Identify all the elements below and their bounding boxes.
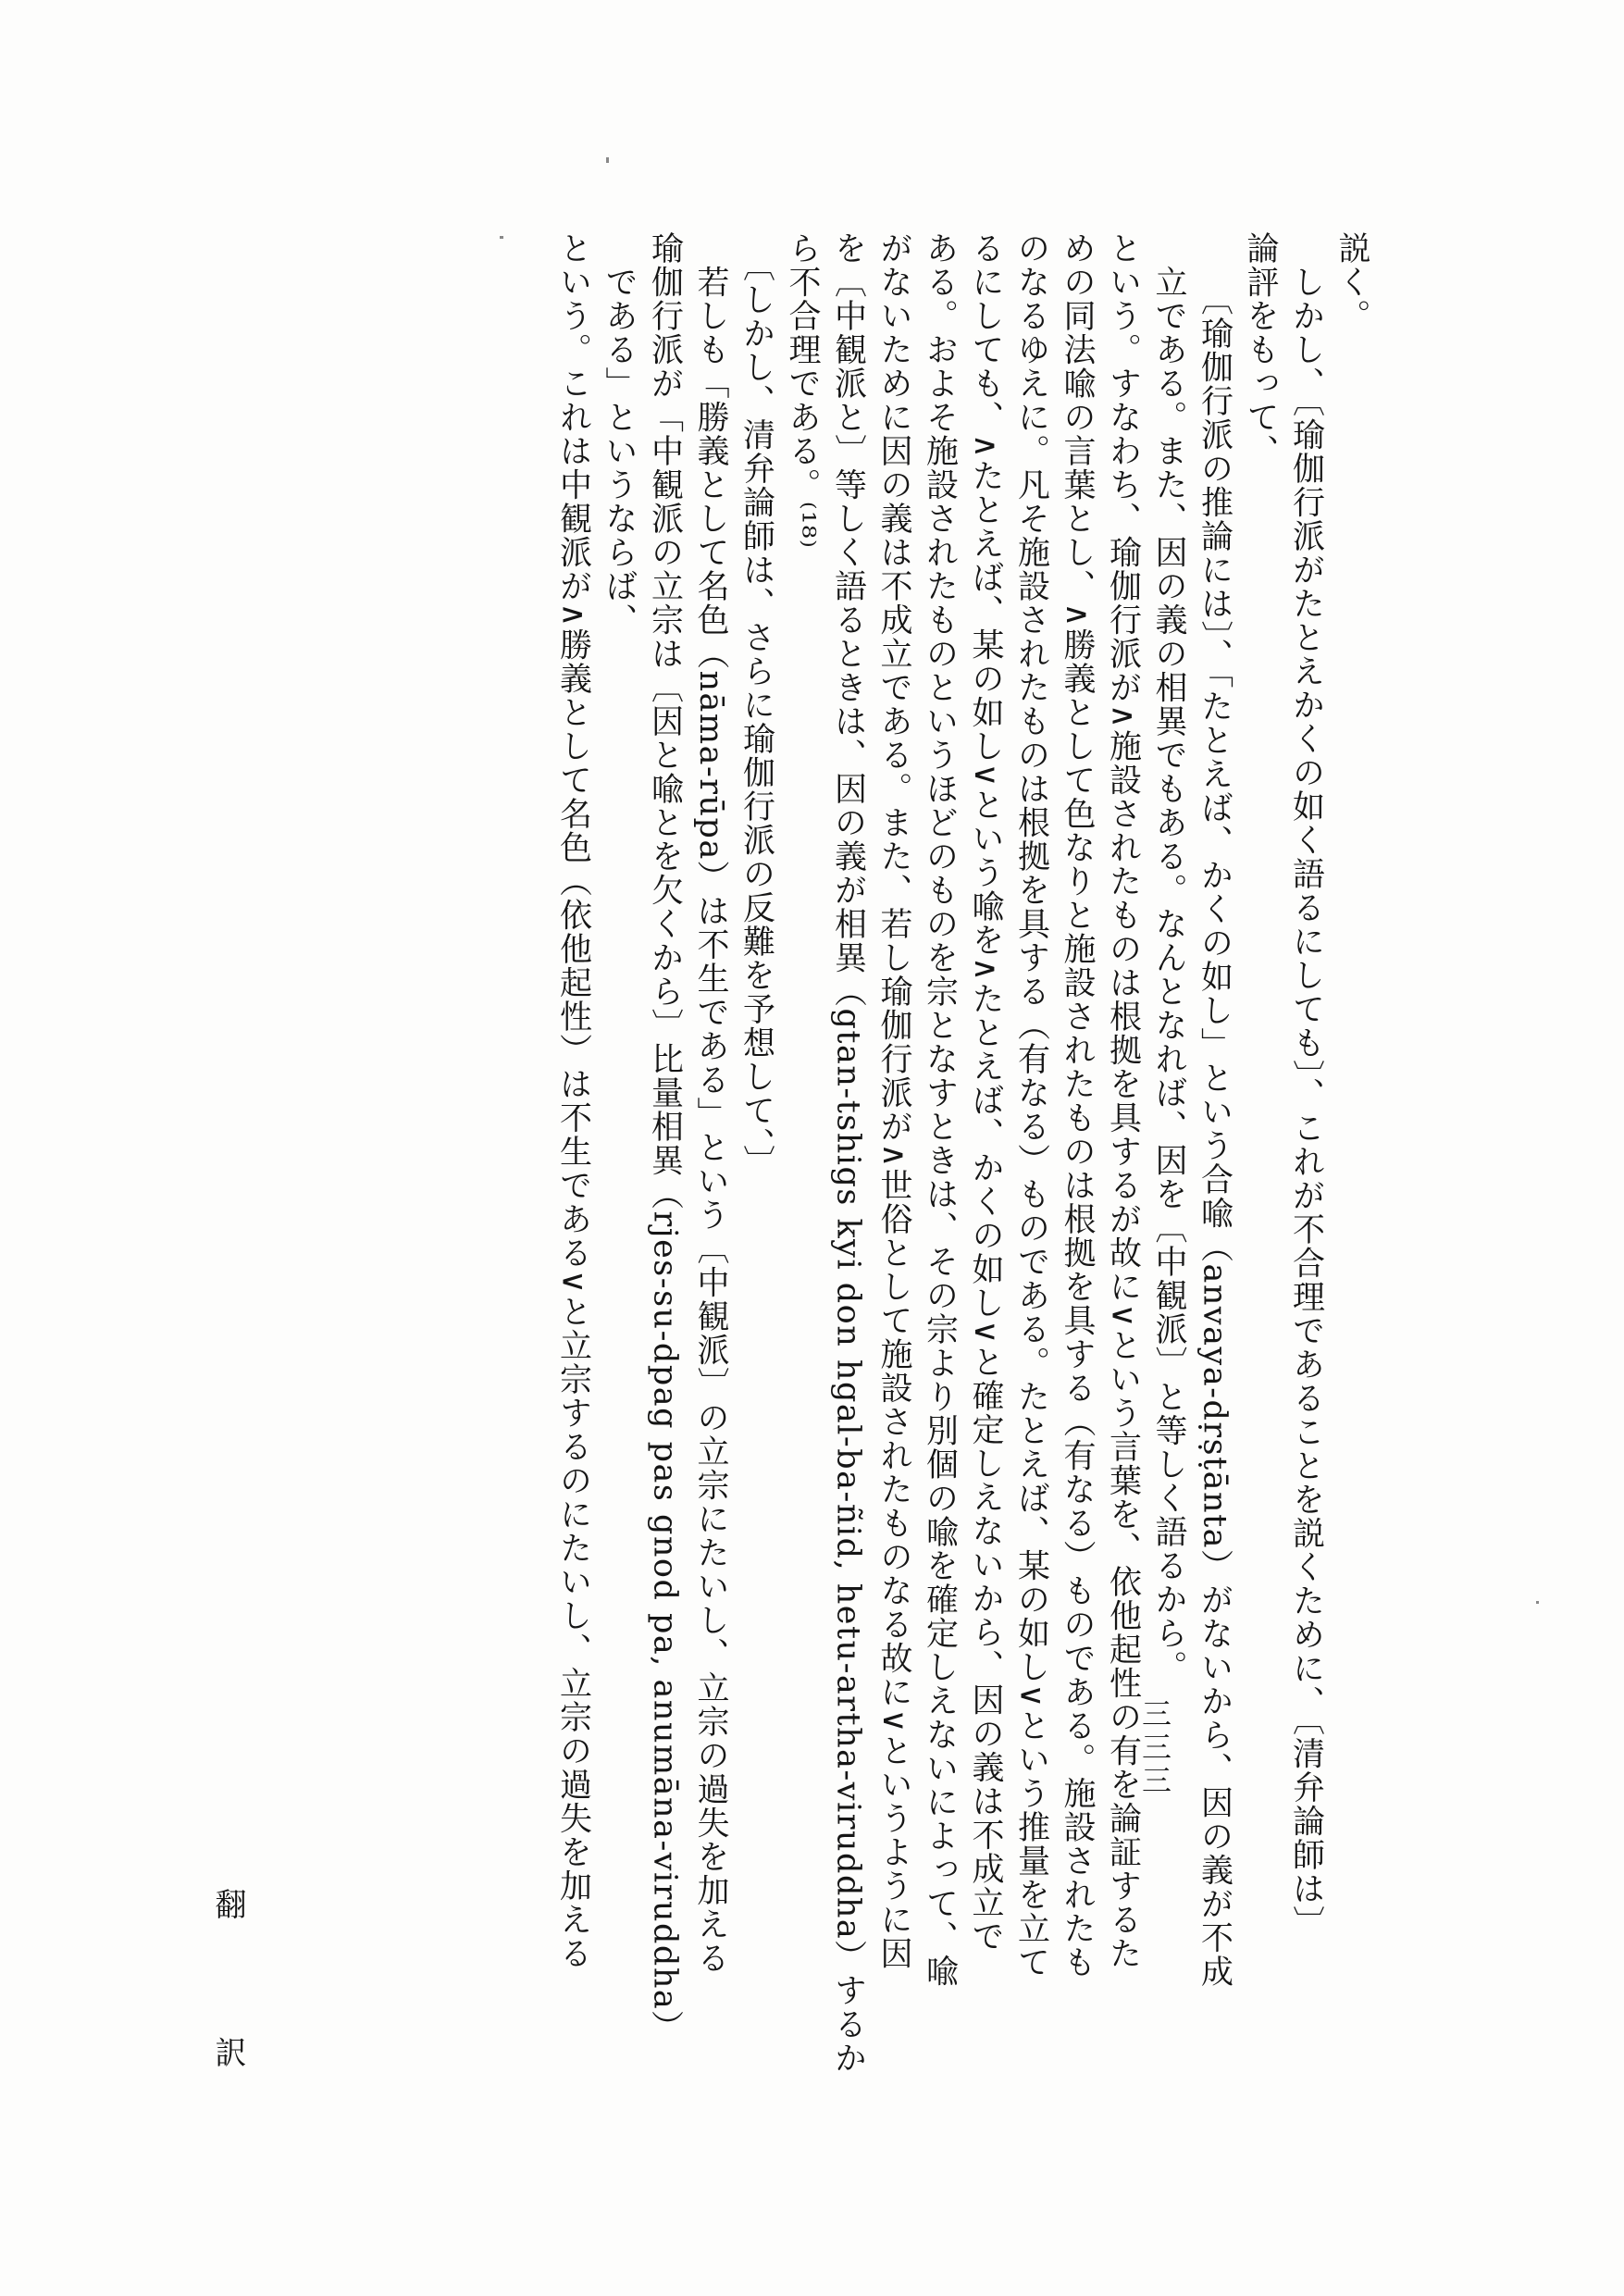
text-line: がないために因の義は不成立である。また、若し瑜伽行派が∧世俗として施設されたものなる故に∨というように因 bbox=[875, 231, 912, 1971]
text-line: のなるゆえに。凡そ施設されたものは根拠を具する（有なる）ものである。たとえば、某の如し∨という推量を立て bbox=[1012, 231, 1050, 1980]
text-line: ら不合理である。⁽¹⁸⁾ bbox=[784, 231, 821, 550]
text-line: を〔中観派と〕等しく語るときは、因の義が相異（gtan-tshigs kyi don hgal-ba-ñid, hetu-artha-viruddha）するか bbox=[829, 231, 867, 2076]
text-line: 立である。また、因の義の相異でもある。なんとなれば、因を〔中観派〕と等しく語るから。 bbox=[1150, 231, 1187, 1684]
text-line: 若しも「勝義として名色（nāma-rūpa）は不生である」という〔中観派〕の立宗にたいし、立宗の過失を加える bbox=[692, 231, 729, 1976]
scan-dot bbox=[500, 236, 503, 239]
text-line: 〔瑜伽行派の推論には〕、「たとえば、かくの如し」という合喩（anvaya-dṛṣṭānta）がないから、因の義が不成 bbox=[1196, 231, 1233, 1989]
body-text bbox=[550, 231, 1374, 2082]
text-line: しかし、〔瑜伽行派がたとえかくの如く語るにしても〕、これが不合理であることを説くために、〔清弁論師は〕 bbox=[1287, 231, 1325, 1940]
page-number: 三三三 bbox=[1137, 1698, 1172, 1798]
text-line: るにしても、∧たとえば、某の如し∨という喩を∧たとえば、かくの如し∨と確定しえないから、因の義は不成立で bbox=[967, 231, 1004, 1954]
text-line: 説く。 bbox=[1333, 231, 1370, 333]
text-line: 瑜伽行派が「中観派の立宗は〔因と喩とを欠くから〕比量相異（rjes-su-dpag pas gnod pa, anumāna-viruddha） bbox=[646, 231, 684, 2044]
text-line: めの同法喩の言葉とし、∧勝義として色なりと施設されたものは根拠を具する（有なる）ものである。施設されたも bbox=[1059, 231, 1096, 1980]
text-line: 〔しかし、清弁論師は、さらに瑜伽行派の反難を予想して、〕 bbox=[738, 231, 775, 1179]
scan-dot bbox=[1536, 1601, 1539, 1604]
text-line: 論評をもって、 bbox=[1242, 231, 1279, 468]
text-line: ある。およそ施設されたものというほどのものを宗となすときは、その宗より別個の喩を確定しえないによって、喩 bbox=[921, 231, 959, 1988]
section-heading: 翻 訳 bbox=[209, 1888, 246, 2110]
scan-dot bbox=[606, 157, 609, 163]
text-line: という。すなわち、瑜伽行派が∧施設されたものは根拠を具するが故に∨という言葉を、依他起性の有を論証するた bbox=[1104, 231, 1142, 1971]
text-line: である」というならば、 bbox=[601, 231, 638, 637]
text-line: という。これは中観派が∧勝義として名色（依他起性）は不生である∨と立宗するのにたいし、立宗の過失を加える bbox=[554, 231, 592, 1971]
